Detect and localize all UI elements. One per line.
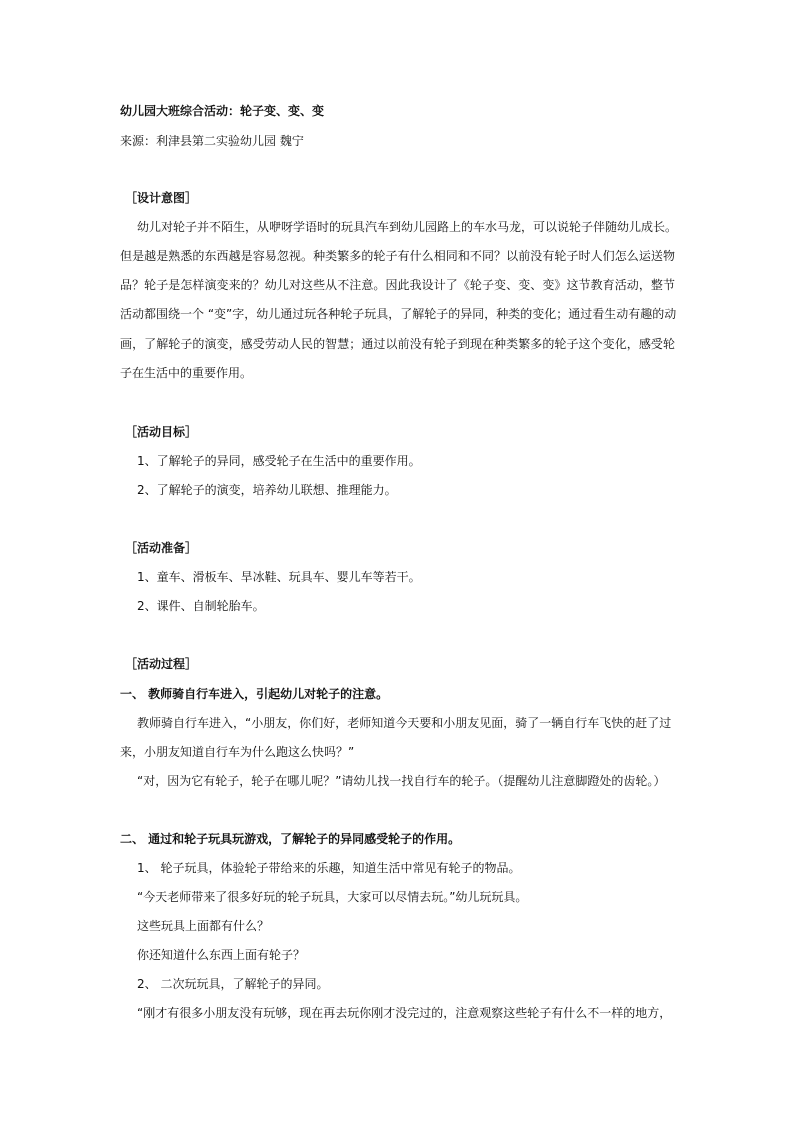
step-title: 二、 通过和轮子玩具玩游戏，了解轮子的异同感受轮子的作用。 bbox=[120, 832, 461, 846]
paragraph-line: “今天老师带来了很多好玩的轮子玩具，大家可以尽情去玩。”幼儿玩玩具。 bbox=[137, 890, 528, 904]
list-item: 1、了解轮子的异同，感受轮子在生活中的重要作用。 bbox=[137, 454, 421, 468]
document-source: 来源：利津县第二实验幼儿园 魏宁 bbox=[120, 134, 304, 148]
list-item: 1、童车、滑板车、旱冰鞋、玩具车、婴儿车等若干。 bbox=[137, 570, 421, 584]
paragraph-line: 幼儿对轮子并不陌生，从咿呀学语时的玩具汽车到幼儿园路上的车水马龙，可以说轮子伴随幼儿成长。 bbox=[137, 220, 678, 234]
section-heading-goals: ［活动目标］ bbox=[125, 425, 198, 439]
paragraph-line: “刚才有很多小朋友没有玩够，现在再去玩你刚才没完过的，注意观察这些轮子有什么不一样的地方， bbox=[137, 1006, 672, 1020]
paragraph-line: 活动都围绕一个 “变”字，幼儿通过玩各种轮子玩具，了解轮子的异同，种类的变化；通过看生动有趣的动 bbox=[120, 307, 677, 321]
section-heading-process: ［活动过程］ bbox=[125, 657, 198, 671]
paragraph-line: 来，小朋友知道自行车为什么跑这么快吗？” bbox=[120, 745, 355, 759]
paragraph-line: 子在生活中的重要作用。 bbox=[120, 366, 253, 380]
paragraph-line: 这些玩具上面都有什么？ bbox=[137, 919, 270, 933]
paragraph-line: 但是越是熟悉的东西越是容易忽视。种类繁多的轮子有什么相同和不同？以前没有轮子时人们怎么运送物 bbox=[120, 249, 675, 263]
paragraph-line: 2、 二次玩玩具，了解轮子的异同。 bbox=[137, 977, 329, 991]
paragraph-line: 品？轮子是怎样演变来的？幼儿对这些从不注意。因此我设计了《轮子变、变、变》这节教育活动，整节 bbox=[120, 278, 675, 292]
paragraph-line: 画，了解轮子的演变，感受劳动人民的智慧；通过以前没有轮子到现在种类繁多的轮子这个变化，感受轮 bbox=[120, 337, 675, 351]
paragraph-line: 你还知道什么东西上面有轮子？ bbox=[137, 948, 306, 962]
step-title: 一、 教师骑自行车进入，引起幼儿对轮子的注意。 bbox=[120, 687, 389, 701]
paragraph-line: 教师骑自行车进入，“小朋友，你们好，老师知道今天要和小朋友见面，骑了一辆自行车飞快的赶了过 bbox=[137, 716, 672, 730]
paragraph-line: 1、 轮子玩具，体验轮子带给来的乐趣，知道生活中常见有轮子的物品。 bbox=[137, 861, 521, 875]
section-heading-design: ［设计意图］ bbox=[125, 191, 198, 205]
list-item: 2、了解轮子的演变，培养幼儿联想、推理能力。 bbox=[137, 483, 397, 497]
section-heading-prep: ［活动准备］ bbox=[125, 541, 198, 555]
list-item: 2、课件、自制轮胎车。 bbox=[137, 599, 265, 613]
document-title: 幼儿园大班综合活动：轮子变、变、变 bbox=[120, 104, 325, 118]
paragraph-line: “对，因为它有轮子，轮子在哪儿呢？”请幼儿找一找自行车的轮子。（提醒幼儿注意脚蹬处的齿轮。） bbox=[137, 774, 666, 788]
